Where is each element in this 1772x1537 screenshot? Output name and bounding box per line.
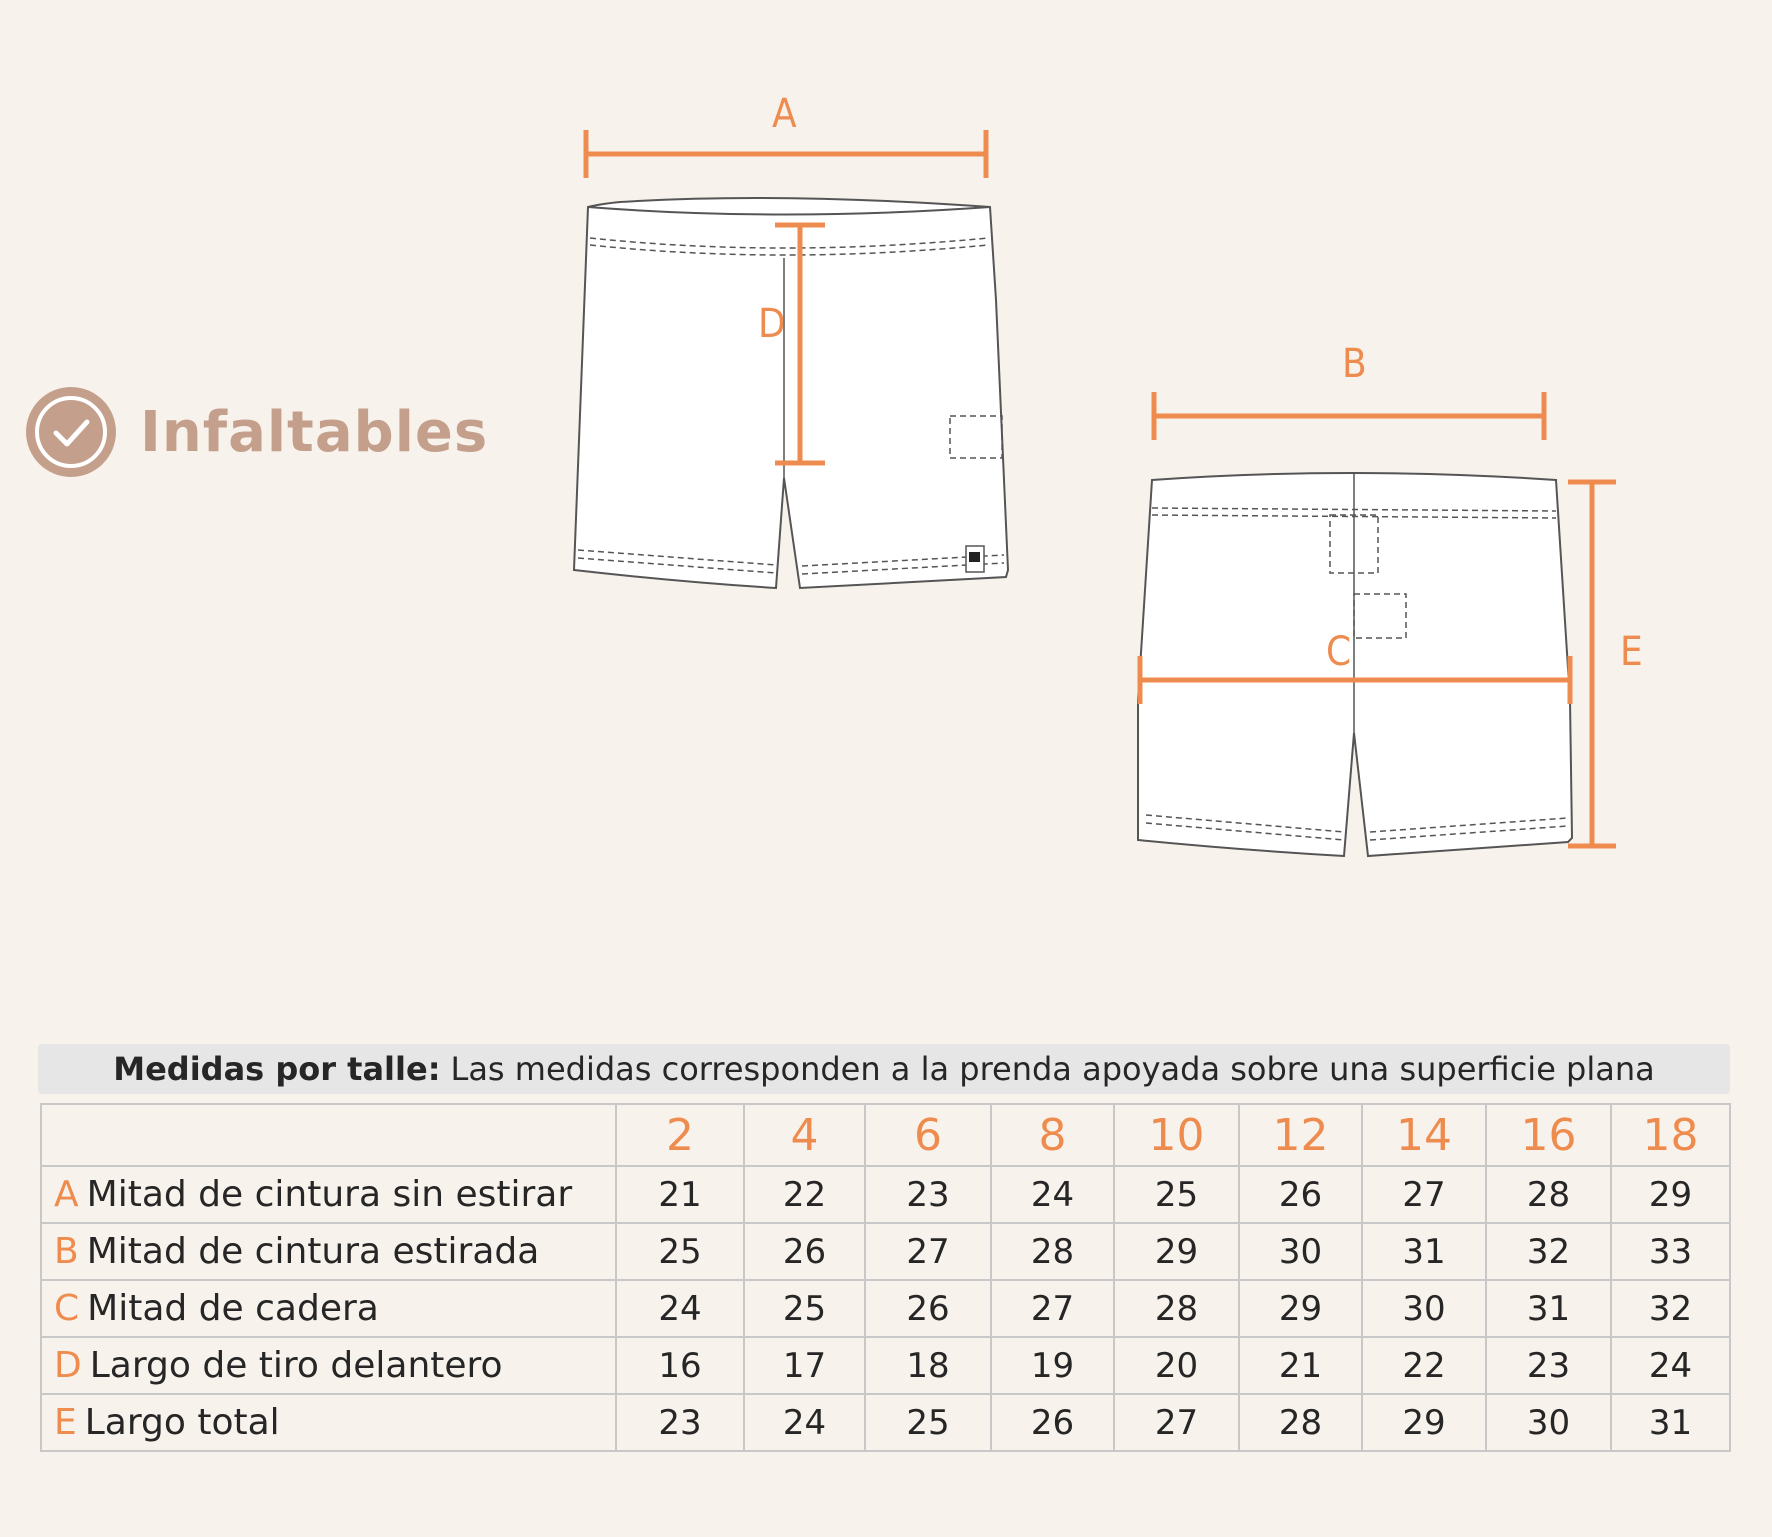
measure-line-b [1154,392,1544,440]
table-cell: 22 [1362,1337,1486,1394]
row-key: E [54,1402,77,1443]
table-cell: 24 [1611,1337,1730,1394]
table-cell: 26 [744,1223,865,1280]
table-cell: 24 [991,1166,1114,1223]
dim-label-d: D [758,301,786,347]
size-header: 10 [1114,1104,1239,1166]
table-cell: 27 [865,1223,991,1280]
dim-label-e: E [1620,629,1643,675]
table-cell: 25 [744,1280,865,1337]
table-cell: 31 [1611,1394,1730,1451]
brand-name: Infaltables [140,399,489,465]
table-cell: 26 [991,1394,1114,1451]
table-cell: 28 [991,1223,1114,1280]
table-cell: 16 [616,1337,744,1394]
table-cell: 17 [744,1337,865,1394]
table-cell: 29 [1362,1394,1486,1451]
table-cell: 32 [1486,1223,1611,1280]
dim-label-a: A [772,91,797,137]
table-cell: 24 [744,1394,865,1451]
table-cell: 27 [1362,1166,1486,1223]
row-label [41,1394,616,1451]
table-cell: 19 [991,1337,1114,1394]
row-key: D [54,1345,82,1386]
front-view-shorts [574,198,1008,588]
table-row [41,1280,1730,1337]
table-row [41,1394,1730,1451]
table-row [41,1337,1730,1394]
size-header: 14 [1362,1104,1486,1166]
table-cell: 27 [991,1280,1114,1337]
table-cell: 24 [616,1280,744,1337]
size-header: 8 [991,1104,1114,1166]
dim-label-b: B [1342,341,1367,387]
table-cell: 30 [1486,1394,1611,1451]
dim-label-c: C [1326,629,1352,675]
table-cell: 21 [1239,1337,1362,1394]
row-label-text: Mitad de cadera [87,1288,379,1329]
table-row [41,1166,1730,1223]
table-cell: 32 [1611,1280,1730,1337]
table-cell: 29 [1611,1166,1730,1223]
table-cell: 18 [865,1337,991,1394]
row-label-text: Mitad de cintura estirada [86,1231,540,1272]
measurements-note [38,1044,1730,1094]
size-header: 6 [865,1104,991,1166]
note-text: Las medidas corresponden a la prenda apoyada sobre una superficie plana [450,1050,1655,1088]
table-cell: 21 [616,1166,744,1223]
table-cell: 29 [1114,1223,1239,1280]
size-header: 16 [1486,1104,1611,1166]
back-view-shorts [1138,473,1572,856]
note-heading: Medidas por talle: [113,1050,441,1088]
header-empty-cell [41,1104,616,1166]
table-cell: 28 [1486,1166,1611,1223]
size-table [40,1103,1731,1452]
size-header: 18 [1611,1104,1730,1166]
table-cell: 27 [1114,1394,1239,1451]
row-label [41,1280,616,1337]
size-header-row [41,1104,1730,1166]
table-cell: 26 [1239,1166,1362,1223]
table-cell: 28 [1114,1280,1239,1337]
table-cell: 25 [616,1223,744,1280]
size-header: 2 [616,1104,744,1166]
table-cell: 25 [1114,1166,1239,1223]
measure-line-a [586,130,986,178]
row-label-text: Largo de tiro delantero [89,1345,503,1386]
row-key: B [54,1231,79,1272]
measure-line-e [1568,482,1616,846]
row-label [41,1337,616,1394]
table-cell: 22 [744,1166,865,1223]
table-cell: 30 [1362,1280,1486,1337]
size-header: 12 [1239,1104,1362,1166]
row-label-text: Largo total [84,1402,280,1443]
table-cell: 26 [865,1280,991,1337]
table-cell: 31 [1486,1280,1611,1337]
row-label-text: Mitad de cintura sin estirar [86,1174,573,1215]
table-cell: 29 [1239,1280,1362,1337]
table-cell: 23 [865,1166,991,1223]
table-cell: 23 [616,1394,744,1451]
table-cell: 25 [865,1394,991,1451]
size-header: 4 [744,1104,865,1166]
table-cell: 31 [1362,1223,1486,1280]
row-label [41,1166,616,1223]
row-label [41,1223,616,1280]
table-cell: 23 [1486,1337,1611,1394]
table-row [41,1223,1730,1280]
row-key: C [54,1288,80,1329]
table-cell: 28 [1239,1394,1362,1451]
row-key: A [54,1174,79,1215]
table-cell: 33 [1611,1223,1730,1280]
table-cell: 20 [1114,1337,1239,1394]
table-cell: 30 [1239,1223,1362,1280]
